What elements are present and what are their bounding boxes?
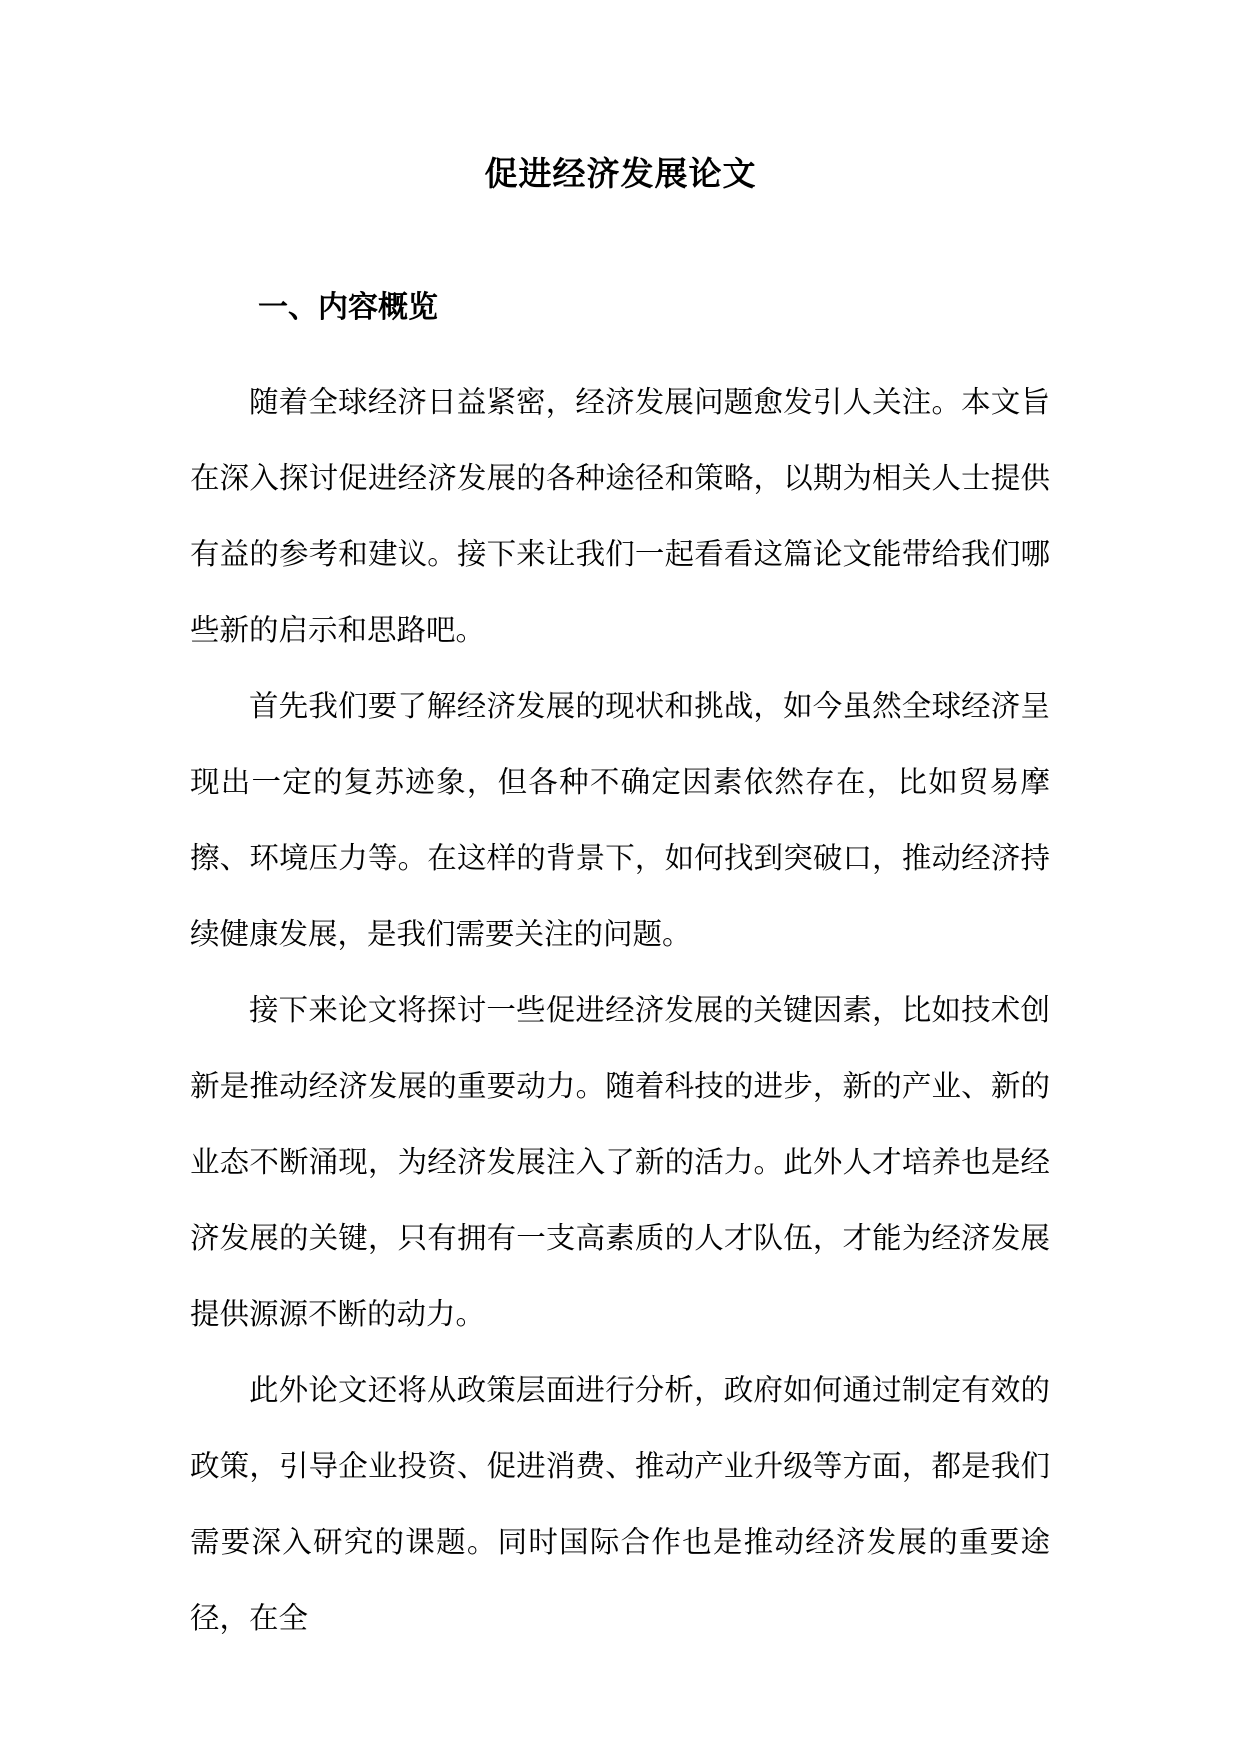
document-title: 促进经济发展论文	[484, 154, 757, 193]
section-heading: 一、内容概览	[258, 290, 438, 325]
paragraph-2: 首先我们要了解经济发展的现状和挑战，如今虽然全球经济呈现出一定的复苏迹象，但各种不确定因素依然存在，比如贸易摩擦、环境压力等。在这样的背景下，如何找到突破口，推动经济持续健康发展，是我们需要关注的问题。	[190, 689, 1050, 951]
paragraph-3: 接下来论文将探讨一些促进经济发展的关键因素，比如技术创新是推动经济发展的重要动力。随着科技的进步，新的产业、新的业态不断涌现，为经济发展注入了新的活力。此外人才培养也是经济发展的关键，只有拥有一支高素质的人才队伍，才能为经济发展提供源源不断的动力。	[190, 993, 1050, 1331]
document-body	[190, 364, 1050, 1656]
paragraph-4: 此外论文还将从政策层面进行分析，政府如何通过制定有效的政策，引导企业投资、促进消费、推动产业升级等方面，都是我们需要深入研究的课题。同时国际合作也是推动经济发展的重要途径，在全	[190, 1373, 1050, 1635]
paragraph-1: 随着全球经济日益紧密，经济发展问题愈发引人关注。本文旨在深入探讨促进经济发展的各种途径和策略，以期为相关人士提供有益的参考和建议。接下来让我们一起看看这篇论文能带给我们哪些新的启示和思路吧。	[190, 385, 1050, 647]
